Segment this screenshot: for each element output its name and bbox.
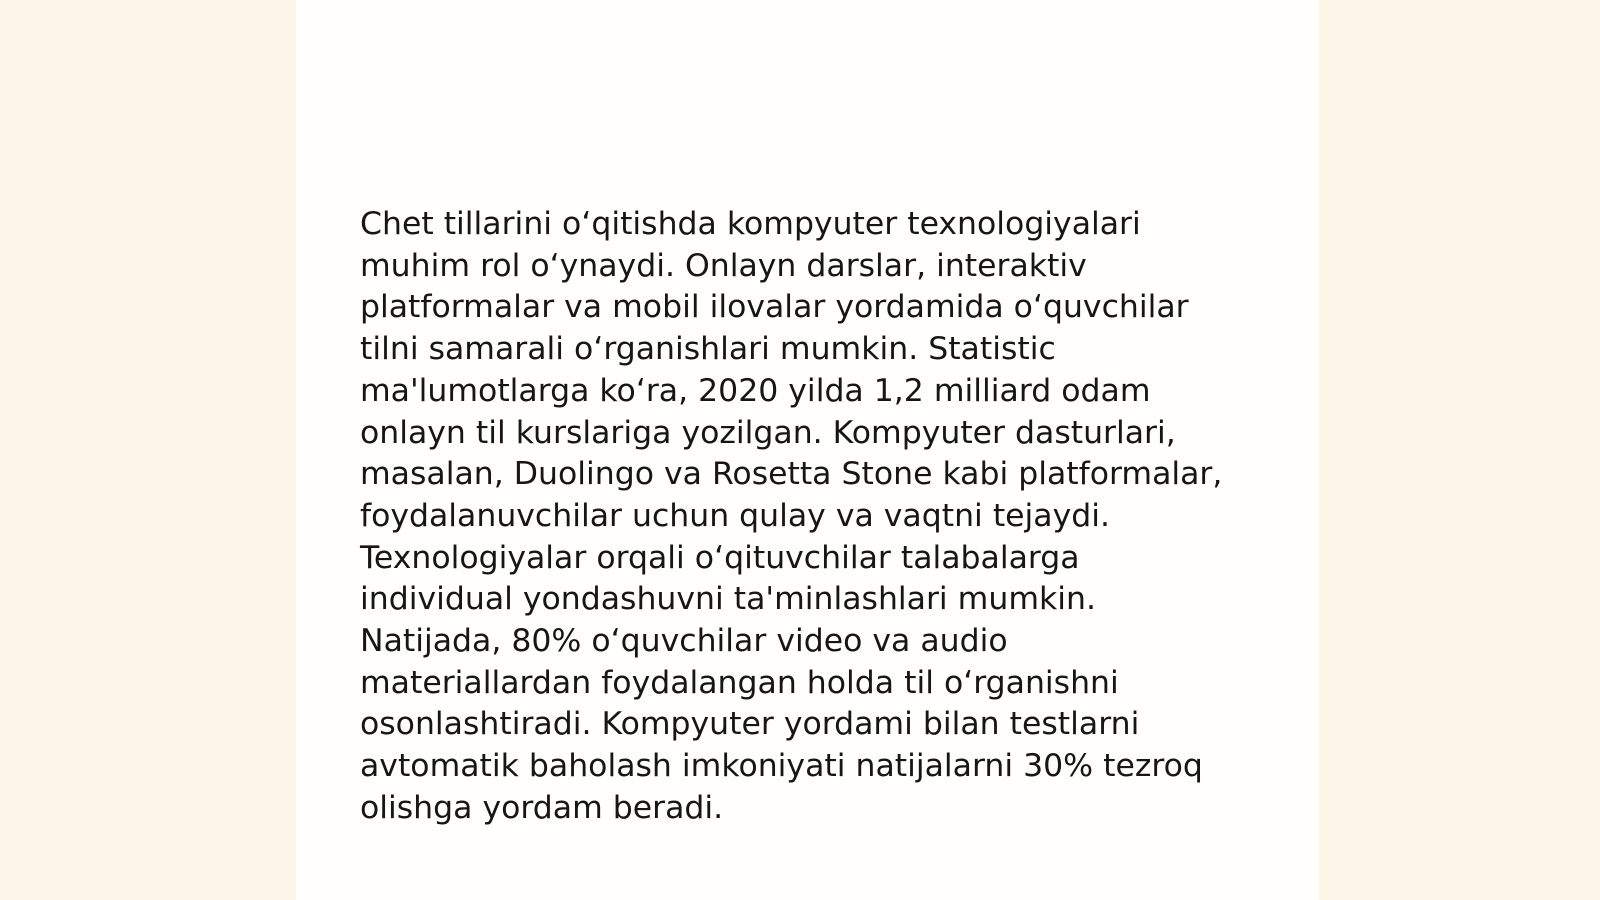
paragraph-line: materiallardan foydalangan holda til o‘rganishni <box>360 664 1119 701</box>
paragraph-line: masalan, Duolingo va Rosetta Stone kabi platformalar, <box>360 456 1223 493</box>
paragraph-line: olishga yordam beradi. <box>360 789 724 826</box>
paragraph-line: Texnologiyalar orqali o‘qituvchilar talabalarga <box>360 539 1080 576</box>
paragraph-line: individual yondashuvni ta'minlashlari mumkin. <box>360 581 1096 618</box>
paragraph-line: muhim rol o‘ynaydi. Onlayn darslar, interaktiv <box>360 247 1087 284</box>
slide-page <box>296 0 1319 900</box>
paragraph-line: Natijada, 80% o‘quvchilar video va audio <box>360 623 1008 660</box>
body-paragraph <box>360 204 1260 830</box>
paragraph-line: avtomatik baholash imkoniyati natijalarni 30% tezroq <box>360 748 1203 785</box>
paragraph-line: platformalar va mobil ilovalar yordamida o‘quvchilar <box>360 289 1189 326</box>
paragraph-line: onlayn til kurslariga yozilgan. Kompyuter dasturlari, <box>360 414 1176 451</box>
paragraph-line: osonlashtiradi. Kompyuter yordami bilan testlarni <box>360 706 1140 743</box>
paragraph-line: ma'lumotlarga ko‘ra, 2020 yilda 1,2 milliard odam <box>360 372 1151 409</box>
paragraph-line: foydalanuvchilar uchun qulay va vaqtni tejaydi. <box>360 497 1111 534</box>
paragraph-line: Chet tillarini o‘qitishda kompyuter texnologiyalari <box>360 206 1141 242</box>
paragraph-line: tilni samarali o‘rganishlari mumkin. Statistic <box>360 331 1056 368</box>
